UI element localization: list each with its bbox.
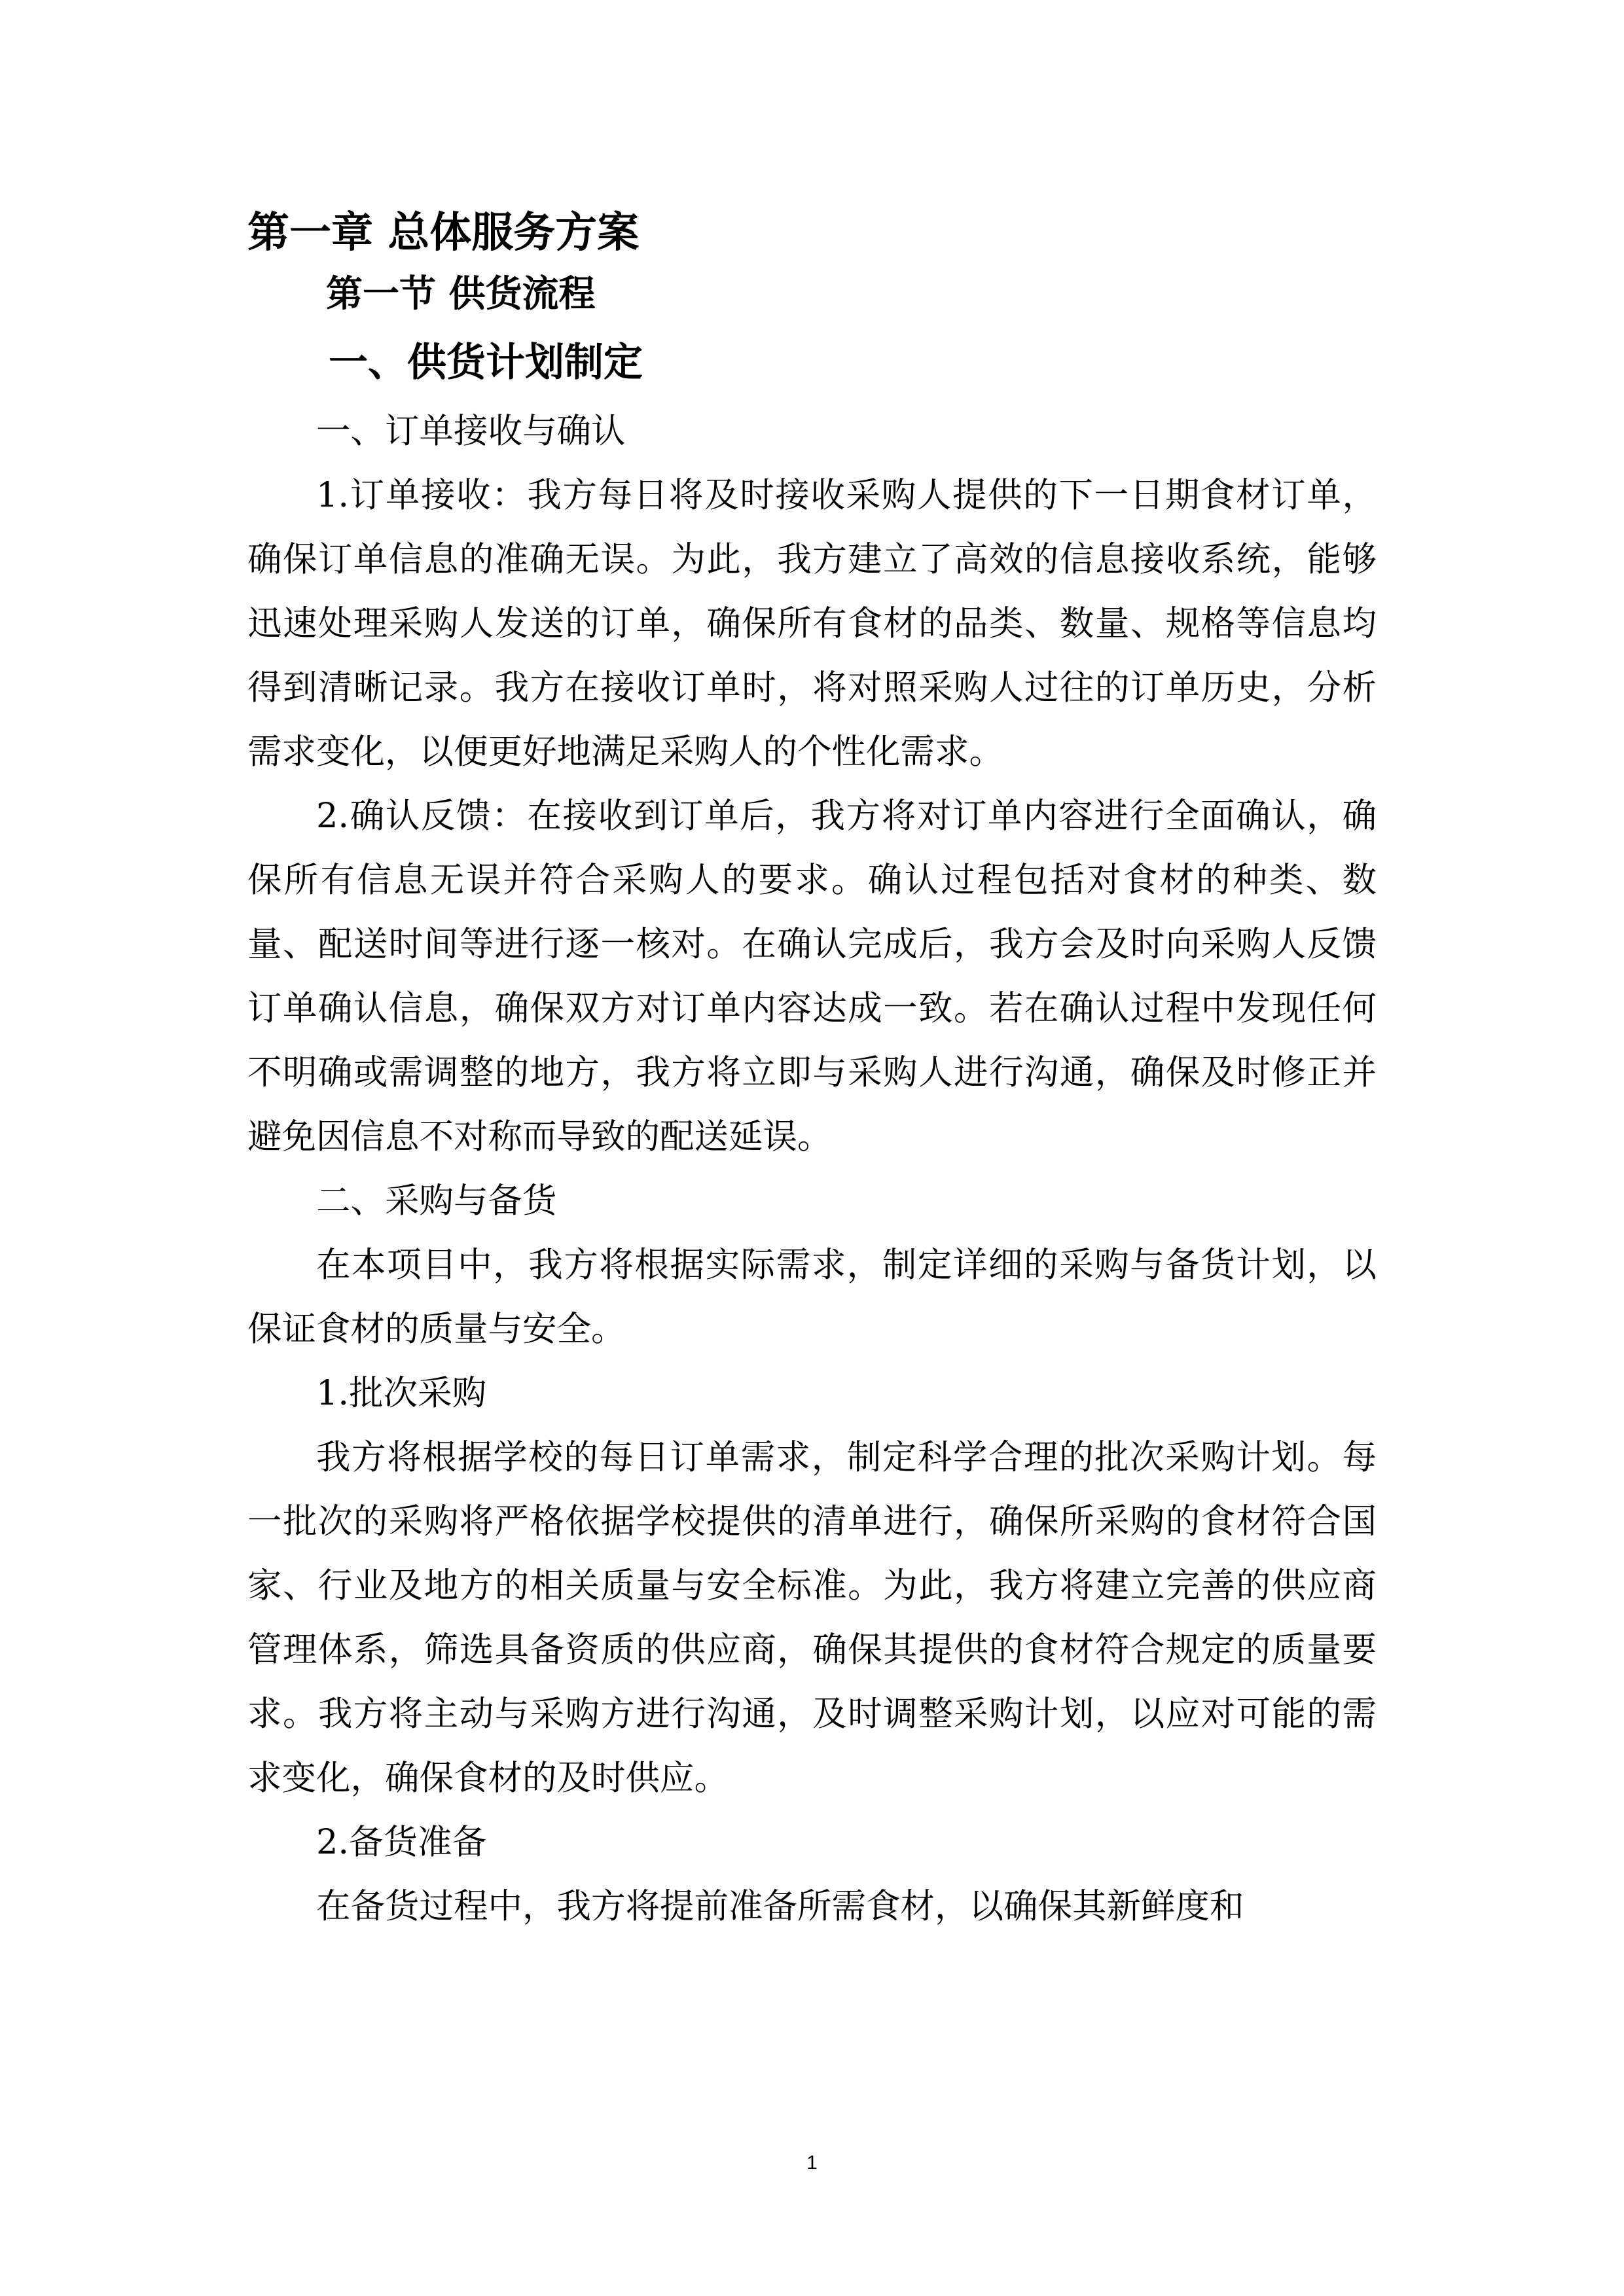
section-title: 第一节 供货流程	[326, 273, 596, 315]
heading-procurement-stocking: 二、采购与备货	[316, 1181, 557, 1221]
heading-order-receipt: 一、订单接收与确认	[316, 411, 626, 451]
heading-batch-procurement: 1.批次采购	[316, 1373, 487, 1413]
subsection-title: 一、供货计划制定	[329, 340, 643, 386]
paragraph-batch-procurement: 我方将根据学校的每日订单需求，制定科学合理的批次采购计划。每一批次的采购将严格依据学校提供的清单进行，确保所采购的食材符合国家、行业及地方的相关质量与安全标准。为此，我方将建立完善的供应商管理体系，筛选具备资质的供应商，确保其提供的食材符合规定的质量要求。我方将主动与采购方进行沟通，及时调整采购计划，以应对可能的需求变化，确保食材的及时供应。	[247, 1437, 1377, 1798]
paragraph-procurement-intro: 在本项目中，我方将根据实际需求，制定详细的采购与备货计划，以保证食材的质量与安全。	[247, 1245, 1377, 1349]
document-content	[247, 203, 1377, 1939]
heading-stock-preparation: 2.备货准备	[316, 1822, 487, 1862]
paragraph-order-receipt: 1.订单接收：我方每日将及时接收采购人提供的下一日期食材订单，确保订单信息的准确无误。为此，我方建立了高效的信息接收系统，能够迅速处理采购人发送的订单，确保所有食材的品类、数量、规格等信息均得到清晰记录。我方在接收订单时，将对照采购人过往的订单历史，分析需求变化，以便更好地满足采购人的个性化需求。	[247, 475, 1377, 772]
paragraph-confirmation-feedback: 2.确认反馈：在接收到订单后，我方将对订单内容进行全面确认，确保所有信息无误并符合采购人的要求。确认过程包括对食材的种类、数量、配送时间等进行逐一核对。在确认完成后，我方会及时向采购人反馈订单确认信息，确保双方对订单内容达成一致。若在确认过程中发现任何不明确或需调整的地方，我方将立即与采购人进行沟通，确保及时修正并避免因信息不对称而导致的配送延误。	[247, 796, 1377, 1157]
paragraph-stock-preparation: 在备货过程中，我方将提前准备所需食材，以确保其新鲜度和	[316, 1886, 1244, 1926]
page-number: 1	[806, 2152, 818, 2174]
chapter-title: 第一章 总体服务方案	[247, 209, 640, 257]
